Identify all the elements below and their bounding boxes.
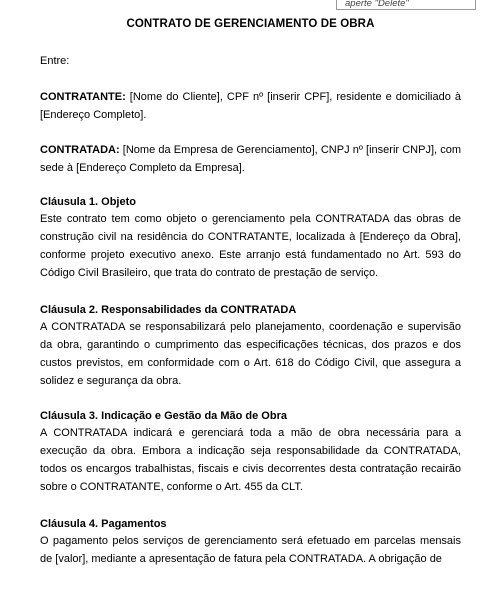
delete-hint-text: aperte "Delete" — [345, 0, 409, 9]
clause-4-title: Cláusula 4. Pagamentos — [40, 518, 167, 530]
clause-2-body: A CONTRATADA se responsabilizará pelo planejamento, coordenação e supervisão da obra, garantindo o cumprimento das especificações técnicas, dos prazos e dos custos previstos, em conformidade com o Art. 618 do Código Civil, que assegura a solidez e segurança da obra. — [40, 321, 461, 387]
clause-1-body: Este contrato tem como objeto o gerenciamento pela CONTRATADA das obras de construção civil na residência do CONTRATANTE, localizada à [Endereço da Obra], conforme projeto executivo anexo. Este arranjo está fundamentado no Art. 593 do Código Civil Brasileiro, que trata do contrato de prestação de serviço. — [40, 213, 461, 279]
clause-2-title: Cláusula 2. Responsabilidades da CONTRATADA — [40, 304, 297, 316]
delete-hint-box — [336, 0, 476, 10]
clause-3-title: Cláusula 3. Indicação e Gestão da Mão de Obra — [40, 410, 287, 422]
contratante-text: [Nome do Cliente], CPF nº [inserir CPF], residente e domiciliado à [Endereço Completo]. — [40, 91, 461, 121]
clause-4-body: O pagamento pelos serviços de gerenciamento será efetuado em parcelas mensais de [valor], mediante a apresentação de fatura pela CONTRATADA. A obrigação de — [40, 535, 461, 565]
clause-1-title: Cláusula 1. Objeto — [40, 196, 136, 208]
clause-3-body: A CONTRATADA indicará e gerenciará toda a mão de obra necessária para a execução da obra. Embora a indicação seja responsabilidade da CONTRATADA, todos os encargos trabalhistas, fiscais e civis decorrentes desta contratação recairão sobre o CONTRATANTE, conforme o Art. 455 da CLT. — [40, 427, 461, 493]
contratante-paragraph — [40, 88, 461, 124]
contratada-paragraph — [40, 141, 461, 177]
contratante-label: CONTRATANTE: — [40, 91, 126, 103]
contratada-text: [Nome da Empresa de Gerenciamento], CNPJ nº [inserir CNPJ], com sede à [Endereço Completo da Empresa]. — [40, 144, 461, 174]
contratada-label: CONTRATADA: — [40, 144, 120, 156]
entre-label: Entre: — [40, 55, 70, 67]
document-title: CONTRATO DE GERENCIAMENTO DE OBRA — [126, 18, 375, 30]
